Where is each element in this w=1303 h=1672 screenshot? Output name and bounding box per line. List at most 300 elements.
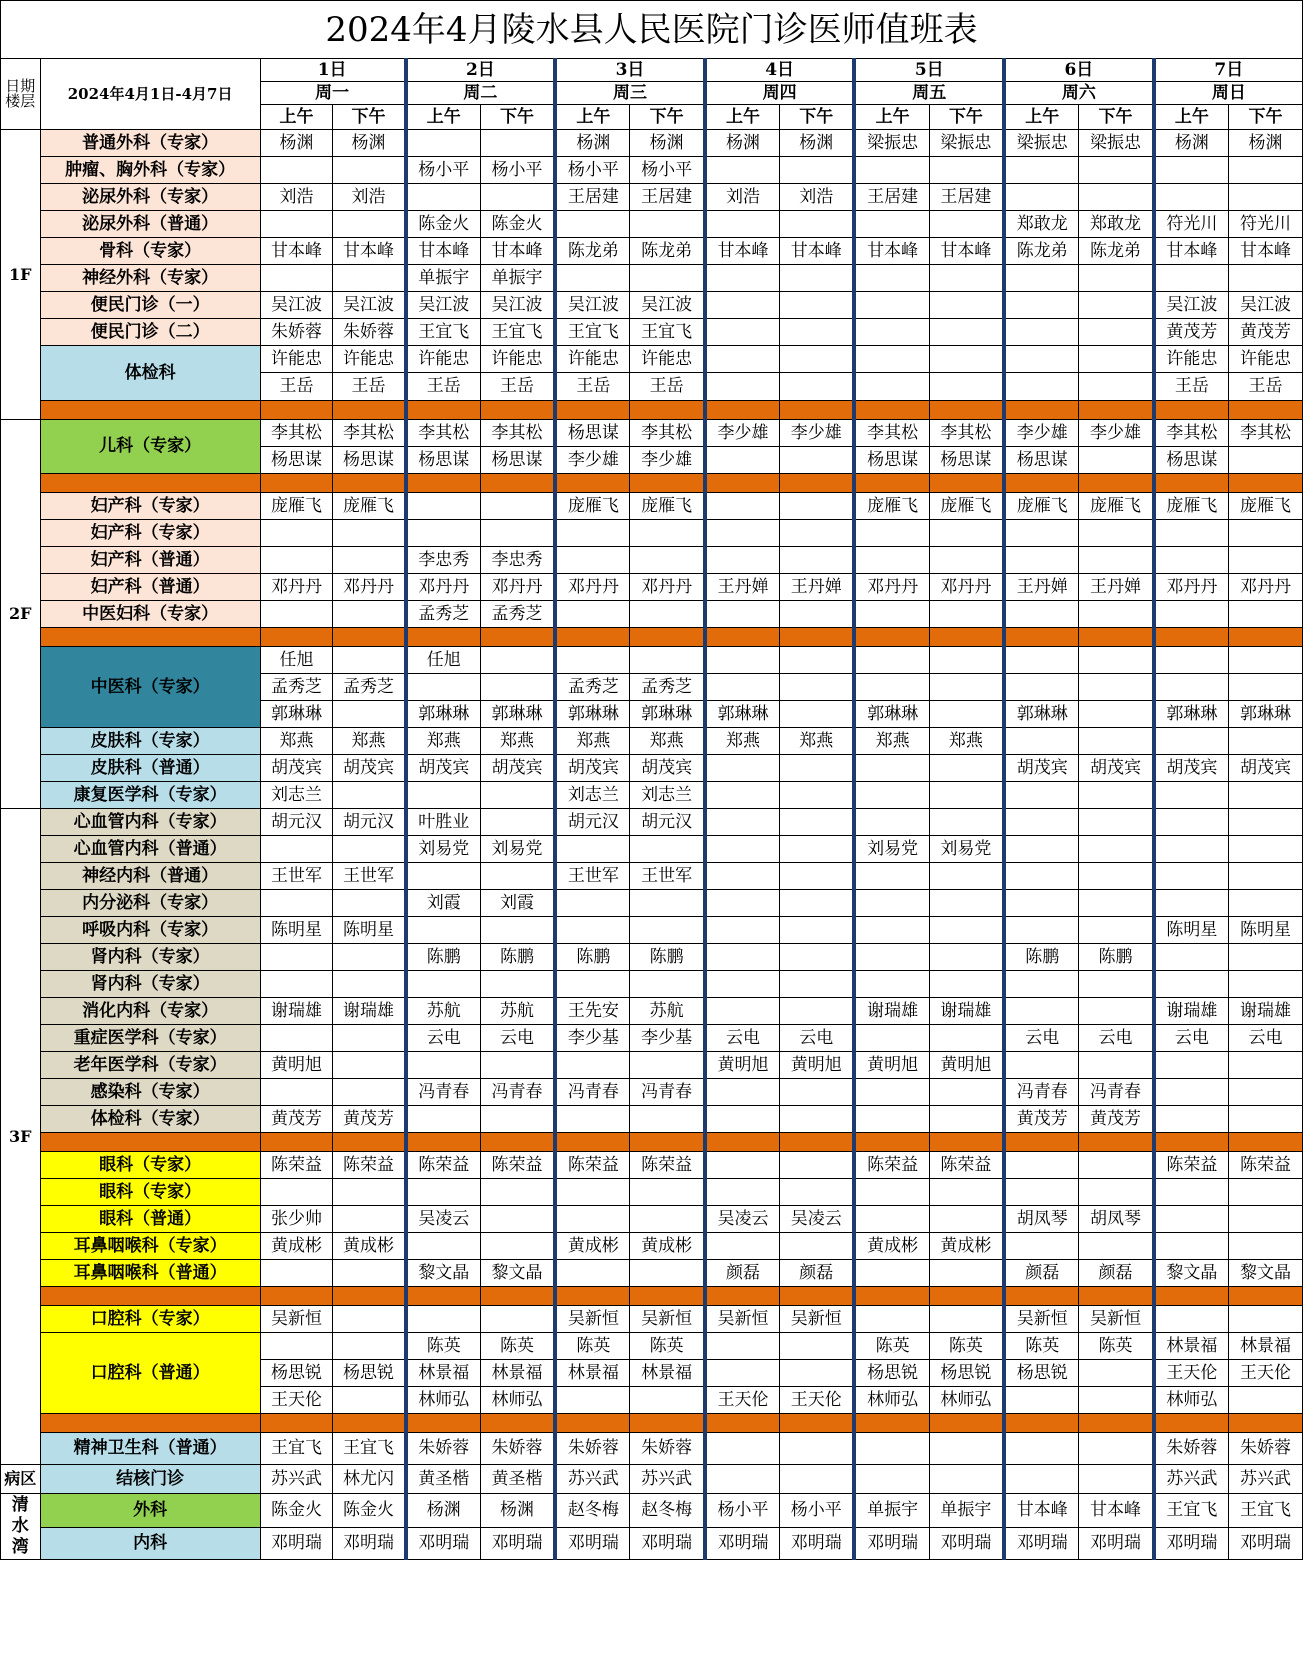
doctor-cell: [705, 1233, 780, 1260]
doctor-cell: [1228, 1387, 1302, 1414]
doctor-cell: 苏航: [630, 998, 705, 1025]
table-row: [1, 292, 1303, 319]
doctor-cell: [854, 1025, 929, 1052]
separator-cell: [333, 474, 406, 493]
doctor-cell: [780, 1152, 855, 1179]
doctor-cell: 郭琳琳: [1004, 701, 1079, 728]
doctor-cell: [1004, 1233, 1079, 1260]
separator-row: [1, 628, 1303, 647]
doctor-cell: [555, 890, 630, 917]
table-row: [1, 547, 1303, 574]
doctor-cell: 郑燕: [705, 728, 780, 755]
doctor-cell: [929, 1206, 1004, 1233]
doctor-cell: [854, 292, 929, 319]
page-title: 2024年4月陵水县人民医院门诊医师值班表: [1, 1, 1303, 59]
doctor-cell: [406, 1106, 481, 1133]
separator-cell: [333, 1414, 406, 1433]
table-row: [1, 836, 1303, 863]
doctor-cell: [780, 647, 855, 674]
doctor-cell: 朱娇蓉: [1228, 1433, 1302, 1465]
doctor-cell: [854, 319, 929, 346]
department-label: 呼吸内科（专家）: [40, 917, 260, 944]
doctor-cell: 黎文晶: [480, 1260, 555, 1287]
doctor-cell: [480, 917, 555, 944]
doctor-cell: 陈英: [1004, 1333, 1079, 1360]
doctor-cell: [630, 211, 705, 238]
doctor-cell: 李其松: [1154, 420, 1229, 447]
doctor-cell: 邓明瑞: [1079, 1528, 1154, 1560]
doctor-cell: [705, 782, 780, 809]
doctor-cell: 王宜飞: [1228, 1494, 1302, 1528]
doctor-cell: 云电: [1004, 1025, 1079, 1052]
separator-cell: [1004, 401, 1079, 420]
day-date-7: 7日: [1154, 59, 1303, 82]
doctor-cell: 陈荣益: [1228, 1152, 1302, 1179]
doctor-cell: 梁振忠: [929, 130, 1004, 157]
doctor-cell: [705, 863, 780, 890]
separator-cell: [1079, 1414, 1154, 1433]
table-row: [1, 971, 1303, 998]
separator-cell: [929, 1414, 1004, 1433]
department-label: 心血管内科（普通）: [40, 836, 260, 863]
doctor-cell: 陈荣益: [630, 1152, 705, 1179]
separator-cell: [854, 474, 929, 493]
doctor-cell: 李忠秀: [480, 547, 555, 574]
separator-cell: [333, 1133, 406, 1152]
separator-cell: [406, 474, 481, 493]
doctor-cell: [705, 265, 780, 292]
doctor-cell: 许能忠: [480, 346, 555, 373]
doctor-cell: 王岳: [333, 373, 406, 401]
separator-cell: [1079, 628, 1154, 647]
doctor-cell: 赵冬梅: [630, 1494, 705, 1528]
doctor-cell: 林师弘: [854, 1387, 929, 1414]
doctor-cell: 王岳: [1228, 373, 1302, 401]
table-row: [1, 1528, 1303, 1560]
doctor-cell: 胡凤琴: [1079, 1206, 1154, 1233]
separator-cell: [40, 474, 260, 493]
doctor-cell: 陈荣益: [929, 1152, 1004, 1179]
doctor-cell: 邓丹丹: [333, 574, 406, 601]
doctor-cell: [705, 157, 780, 184]
separator-cell: [630, 401, 705, 420]
doctor-cell: [1004, 1465, 1079, 1494]
doctor-cell: 杨思锐: [1004, 1360, 1079, 1387]
day-date-4: 4日: [705, 59, 855, 82]
doctor-cell: [1154, 1306, 1229, 1333]
doctor-cell: 杨渊: [260, 130, 333, 157]
doctor-cell: [1079, 1179, 1154, 1206]
doctor-cell: 吴新恒: [1079, 1306, 1154, 1333]
doctor-cell: 叶胜业: [406, 809, 481, 836]
doctor-cell: 黄茂芳: [1228, 319, 1302, 346]
doctor-cell: 许能忠: [630, 346, 705, 373]
doctor-cell: [630, 547, 705, 574]
separator-cell: [1228, 1287, 1302, 1306]
doctor-cell: 黎文晶: [1154, 1260, 1229, 1287]
doctor-cell: [1079, 520, 1154, 547]
doctor-cell: [406, 782, 481, 809]
doctor-cell: [854, 890, 929, 917]
doctor-cell: 郭琳琳: [1154, 701, 1229, 728]
doctor-cell: 甘本峰: [929, 238, 1004, 265]
doctor-cell: [929, 755, 1004, 782]
doctor-cell: [260, 1333, 333, 1360]
separator-cell: [555, 1287, 630, 1306]
doctor-cell: [406, 1233, 481, 1260]
doctor-cell: 杨思锐: [260, 1360, 333, 1387]
doctor-cell: 刘易党: [480, 836, 555, 863]
doctor-cell: 甘本峰: [854, 238, 929, 265]
doctor-cell: [333, 1387, 406, 1414]
weekday-6: 周六: [1004, 82, 1154, 105]
doctor-cell: [1079, 346, 1154, 373]
doctor-cell: 刘浩: [780, 184, 855, 211]
doctor-cell: [333, 971, 406, 998]
department-label: 重症医学科（专家）: [40, 1025, 260, 1052]
doctor-cell: [1004, 782, 1079, 809]
doctor-cell: [1079, 1233, 1154, 1260]
separator-cell: [854, 1287, 929, 1306]
doctor-cell: 邓明瑞: [480, 1528, 555, 1560]
doctor-cell: 云电: [780, 1025, 855, 1052]
doctor-cell: 陈英: [929, 1333, 1004, 1360]
doctor-cell: 云电: [480, 1025, 555, 1052]
doctor-cell: 刘霞: [406, 890, 481, 917]
doctor-cell: [333, 1052, 406, 1079]
doctor-cell: [333, 647, 406, 674]
doctor-cell: [780, 809, 855, 836]
separator-cell: [40, 1287, 260, 1306]
separator-cell: [1228, 474, 1302, 493]
doctor-cell: [705, 373, 780, 401]
table-row: [1, 1433, 1303, 1465]
doctor-cell: [1154, 1052, 1229, 1079]
doctor-cell: 李少雄: [1004, 420, 1079, 447]
doctor-cell: [1079, 701, 1154, 728]
separator-cell: [1154, 1133, 1229, 1152]
doctor-cell: [555, 211, 630, 238]
doctor-cell: 甘本峰: [333, 238, 406, 265]
doctor-cell: 林景福: [480, 1360, 555, 1387]
doctor-cell: 刘志兰: [630, 782, 705, 809]
doctor-cell: [780, 1179, 855, 1206]
doctor-cell: 胡茂宾: [480, 755, 555, 782]
table-row: [1, 1206, 1303, 1233]
separator-cell: [260, 474, 333, 493]
doctor-cell: [780, 701, 855, 728]
doctor-cell: 王世军: [333, 863, 406, 890]
table-row: [1, 917, 1303, 944]
doctor-cell: [1004, 265, 1079, 292]
doctor-cell: [929, 944, 1004, 971]
doctor-cell: 胡茂宾: [1079, 755, 1154, 782]
doctor-cell: [555, 1260, 630, 1287]
doctor-cell: [1004, 601, 1079, 628]
doctor-cell: [1004, 157, 1079, 184]
doctor-cell: [555, 1206, 630, 1233]
doctor-cell: [1004, 1433, 1079, 1465]
doctor-cell: [854, 346, 929, 373]
doctor-cell: 苏兴武: [1154, 1465, 1229, 1494]
doctor-cell: 谢瑞雄: [929, 998, 1004, 1025]
doctor-cell: 陈龙弟: [555, 238, 630, 265]
doctor-cell: [480, 1206, 555, 1233]
doctor-cell: [1004, 1152, 1079, 1179]
doctor-cell: 郑燕: [555, 728, 630, 755]
separator-cell: [1154, 1414, 1229, 1433]
doctor-cell: 陈英: [1079, 1333, 1154, 1360]
doctor-cell: 云电: [1228, 1025, 1302, 1052]
doctor-cell: 王居建: [854, 184, 929, 211]
doctor-cell: 邓丹丹: [1154, 574, 1229, 601]
doctor-cell: [929, 863, 1004, 890]
doctor-cell: [630, 971, 705, 998]
doctor-cell: 陈英: [555, 1333, 630, 1360]
doctor-cell: 胡元汉: [333, 809, 406, 836]
separator-cell: [480, 1133, 555, 1152]
doctor-cell: 黄圣楷: [406, 1465, 481, 1494]
doctor-cell: 陈鹏: [480, 944, 555, 971]
doctor-cell: 刘志兰: [260, 782, 333, 809]
doctor-cell: [333, 944, 406, 971]
doctor-cell: 黄明旭: [929, 1052, 1004, 1079]
doctor-cell: [480, 1306, 555, 1333]
doctor-cell: 王天伦: [705, 1387, 780, 1414]
doctor-cell: [854, 211, 929, 238]
doctor-cell: 陈荣益: [406, 1152, 481, 1179]
doctor-cell: 黄茂芳: [1154, 319, 1229, 346]
doctor-cell: [780, 520, 855, 547]
doctor-cell: 冯青春: [555, 1079, 630, 1106]
doctor-cell: [1079, 373, 1154, 401]
doctor-cell: [555, 1387, 630, 1414]
doctor-cell: 孟秀芝: [333, 674, 406, 701]
doctor-cell: 胡茂宾: [630, 755, 705, 782]
doctor-cell: [929, 1465, 1004, 1494]
doctor-cell: [854, 1106, 929, 1133]
doctor-cell: 邓明瑞: [854, 1528, 929, 1560]
doctor-cell: [780, 601, 855, 628]
separator-cell: [705, 1414, 780, 1433]
doctor-cell: 陈荣益: [333, 1152, 406, 1179]
doctor-cell: [929, 782, 1004, 809]
doctor-cell: 陈荣益: [555, 1152, 630, 1179]
doctor-cell: 甘本峰: [406, 238, 481, 265]
separator-cell: [705, 474, 780, 493]
am-header: 上午: [705, 105, 780, 130]
doctor-cell: 王宜飞: [260, 1433, 333, 1465]
doctor-cell: 李少基: [555, 1025, 630, 1052]
doctor-cell: [480, 1179, 555, 1206]
separator-cell: [1004, 628, 1079, 647]
separator-cell: [929, 1287, 1004, 1306]
department-label: 眼科（普通）: [40, 1206, 260, 1233]
table-row: [1, 1333, 1303, 1360]
doctor-cell: 黄成彬: [854, 1233, 929, 1260]
doctor-cell: [705, 890, 780, 917]
doctor-cell: 孟秀芝: [555, 674, 630, 701]
doctor-cell: [1228, 1206, 1302, 1233]
separator-row: [1, 1414, 1303, 1433]
doctor-cell: [705, 447, 780, 474]
doctor-cell: 许能忠: [333, 346, 406, 373]
pm-header: 下午: [333, 105, 406, 130]
doctor-cell: [854, 373, 929, 401]
doctor-cell: 林景福: [555, 1360, 630, 1387]
doctor-cell: [1228, 836, 1302, 863]
doctor-cell: [1228, 1106, 1302, 1133]
doctor-cell: [705, 917, 780, 944]
doctor-cell: [1228, 863, 1302, 890]
doctor-cell: 李少雄: [1079, 420, 1154, 447]
doctor-cell: [929, 1433, 1004, 1465]
doctor-cell: [480, 647, 555, 674]
department-label: 皮肤科（专家）: [40, 728, 260, 755]
doctor-cell: 梁振忠: [1004, 130, 1079, 157]
doctor-cell: 刘易党: [854, 836, 929, 863]
doctor-cell: [1079, 836, 1154, 863]
doctor-cell: 王世军: [630, 863, 705, 890]
separator-cell: [780, 401, 855, 420]
doctor-cell: [929, 809, 1004, 836]
department-label: 妇产科（普通）: [40, 547, 260, 574]
doctor-cell: 杨思谋: [1004, 447, 1079, 474]
table-row: [1, 728, 1303, 755]
table-row: [1, 1306, 1303, 1333]
doctor-cell: 朱娇蓉: [480, 1433, 555, 1465]
doctor-cell: 刘浩: [333, 184, 406, 211]
department-label: 精神卫生科（普通）: [40, 1433, 260, 1465]
doctor-cell: 甘本峰: [780, 238, 855, 265]
doctor-cell: 孟秀芝: [630, 674, 705, 701]
doctor-cell: 邓明瑞: [406, 1528, 481, 1560]
doctor-cell: 苏航: [406, 998, 481, 1025]
separator-cell: [260, 628, 333, 647]
floor-label: 清 水 湾: [1, 1494, 41, 1560]
doctor-cell: 杨小平: [780, 1494, 855, 1528]
doctor-cell: [705, 1333, 780, 1360]
separator-cell: [406, 401, 481, 420]
doctor-cell: 吴新恒: [1004, 1306, 1079, 1333]
doctor-cell: 任旭: [406, 647, 481, 674]
separator-cell: [780, 1133, 855, 1152]
department-label: 妇产科（专家）: [40, 520, 260, 547]
doctor-cell: 郭琳琳: [555, 701, 630, 728]
separator-cell: [555, 401, 630, 420]
doctor-cell: [333, 1079, 406, 1106]
doctor-cell: [555, 520, 630, 547]
doctor-cell: [854, 782, 929, 809]
doctor-cell: 杨小平: [630, 157, 705, 184]
doctor-cell: [260, 211, 333, 238]
doctor-cell: [1004, 319, 1079, 346]
doctor-cell: [1154, 782, 1229, 809]
separator-row: [1, 401, 1303, 420]
doctor-cell: [1154, 971, 1229, 998]
table-row: [1, 1052, 1303, 1079]
separator-cell: [333, 1287, 406, 1306]
doctor-cell: 郑燕: [333, 728, 406, 755]
doctor-cell: 甘本峰: [1154, 238, 1229, 265]
doctor-cell: 冯青春: [1004, 1079, 1079, 1106]
doctor-cell: [480, 1233, 555, 1260]
doctor-cell: [929, 890, 1004, 917]
doctor-cell: [260, 836, 333, 863]
separator-cell: [854, 628, 929, 647]
doctor-cell: [1079, 292, 1154, 319]
doctor-cell: 吴江波: [1228, 292, 1302, 319]
separator-cell: [929, 628, 1004, 647]
doctor-cell: 朱娇蓉: [1154, 1433, 1229, 1465]
doctor-cell: [260, 265, 333, 292]
doctor-cell: [780, 447, 855, 474]
doctor-cell: 邓明瑞: [1004, 1528, 1079, 1560]
doctor-cell: 王岳: [260, 373, 333, 401]
doctor-cell: 杨思谋: [929, 447, 1004, 474]
doctor-cell: [1228, 674, 1302, 701]
separator-cell: [480, 401, 555, 420]
doctor-cell: 陈英: [854, 1333, 929, 1360]
doctor-cell: 吴江波: [630, 292, 705, 319]
doctor-cell: [705, 998, 780, 1025]
department-label: 便民门诊（二）: [40, 319, 260, 346]
doctor-cell: 吴新恒: [630, 1306, 705, 1333]
department-label: 皮肤科（普通）: [40, 755, 260, 782]
table-row: [1, 184, 1303, 211]
doctor-cell: 甘本峰: [1228, 238, 1302, 265]
doctor-cell: 黄成彬: [555, 1233, 630, 1260]
doctor-cell: 黎文晶: [1228, 1260, 1302, 1287]
doctor-cell: 胡元汉: [630, 809, 705, 836]
table-row: [1, 1465, 1303, 1494]
doctor-cell: 黄明旭: [854, 1052, 929, 1079]
department-label: 眼科（专家）: [40, 1152, 260, 1179]
doctor-cell: 云电: [705, 1025, 780, 1052]
doctor-cell: 陈明星: [1228, 917, 1302, 944]
department-label: 耳鼻咽喉科（专家）: [40, 1233, 260, 1260]
doctor-cell: [1079, 971, 1154, 998]
doctor-cell: [929, 647, 1004, 674]
doctor-cell: [929, 547, 1004, 574]
doctor-cell: [1079, 728, 1154, 755]
doctor-cell: [333, 1333, 406, 1360]
doctor-cell: [480, 1052, 555, 1079]
department-label: 体检科（专家）: [40, 1106, 260, 1133]
doctor-cell: 邓明瑞: [1154, 1528, 1229, 1560]
doctor-cell: 符光川: [1228, 211, 1302, 238]
doctor-cell: [780, 373, 855, 401]
doctor-cell: 符光川: [1154, 211, 1229, 238]
doctor-cell: [705, 809, 780, 836]
doctor-cell: [929, 1260, 1004, 1287]
doctor-cell: [780, 836, 855, 863]
doctor-cell: [1228, 265, 1302, 292]
doctor-cell: [1154, 520, 1229, 547]
table-row: [1, 1260, 1303, 1287]
separator-cell: [260, 1287, 333, 1306]
separator-cell: [630, 1133, 705, 1152]
doctor-cell: [480, 184, 555, 211]
am-header: 上午: [1004, 105, 1079, 130]
doctor-cell: 王岳: [1154, 373, 1229, 401]
doctor-cell: 郭琳琳: [406, 701, 481, 728]
doctor-cell: 朱娇蓉: [630, 1433, 705, 1465]
doctor-cell: [705, 601, 780, 628]
doctor-cell: 邓明瑞: [705, 1528, 780, 1560]
doctor-cell: 陈英: [406, 1333, 481, 1360]
separator-cell: [260, 1133, 333, 1152]
